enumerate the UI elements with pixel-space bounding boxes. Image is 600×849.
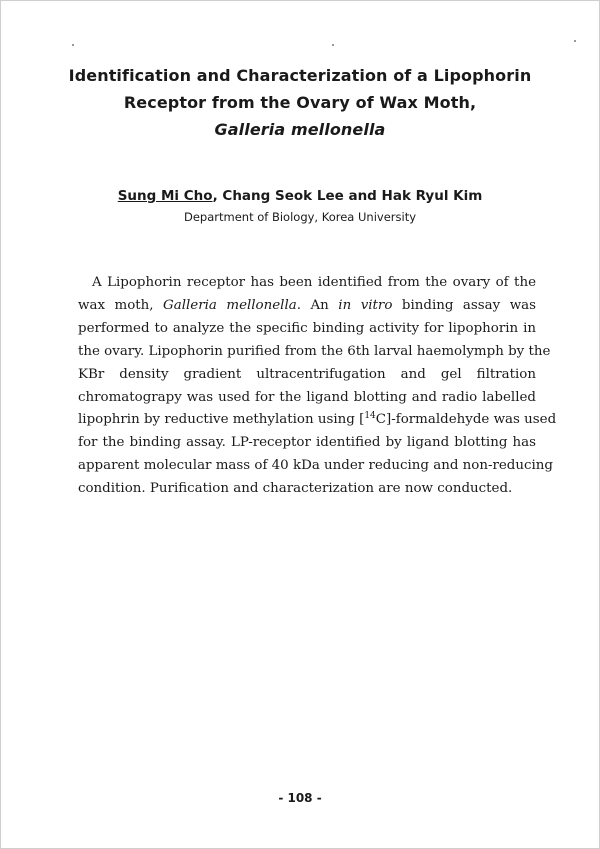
scan-speck bbox=[574, 40, 576, 42]
title-line-1: Identification and Characterization of a Lipophorin bbox=[68, 66, 532, 85]
scan-speck bbox=[332, 44, 334, 46]
abstract-line: wax moth, Galleria mellonella. An in vitro binding assay was bbox=[78, 297, 537, 313]
abstract-line: A Lipophorin receptor has been identified from the ovary of the bbox=[92, 275, 536, 290]
co-authors: Chang Seok Lee and Hak Ryul Kim bbox=[222, 188, 483, 204]
abstract-line: apparent molecular mass of 40 kDa under reducing and non-reducing bbox=[78, 458, 553, 474]
presenting-author: Sung Mi Cho bbox=[117, 188, 213, 204]
title-line-2: Receptor from the Ovary of Wax Moth, bbox=[123, 93, 477, 112]
abstract-line: lipophrin by reductive methylation using [$^{14}$C]-formaldehyde was used bbox=[78, 411, 557, 428]
page-number: - 108 - bbox=[278, 791, 322, 805]
abstract-line: chromatograpy was used for the ligand blotting and radio labelled bbox=[78, 389, 536, 405]
abstract-body bbox=[78, 272, 557, 501]
scan-speck bbox=[72, 44, 74, 46]
author-separator: , bbox=[212, 188, 223, 204]
species-name: Galleria mellonella. bbox=[163, 297, 301, 313]
abstract-line: the ovary. Lipophorin purified from the 6th larval haemolymph by the bbox=[78, 343, 551, 359]
abstract-line: performed to analyze the specific binding activity for lipophorin in bbox=[78, 320, 536, 336]
affiliation: Department of Biology, Korea University bbox=[183, 210, 417, 224]
in-vitro-term: in vitro bbox=[338, 297, 393, 313]
author-list bbox=[40, 187, 560, 205]
abstract-line: for the binding assay. LP-receptor identified by ligand blotting has bbox=[78, 435, 536, 451]
paper-title bbox=[40, 62, 560, 143]
title-line-3-species: Galleria mellonella bbox=[214, 120, 386, 139]
isotope-superscript: 14 bbox=[364, 411, 376, 422]
abstract-line: condition. Purification and characterization are now conducted. bbox=[78, 481, 513, 497]
abstract-line: KBr density gradient ultracentrifugation and gel filtration bbox=[78, 366, 536, 382]
